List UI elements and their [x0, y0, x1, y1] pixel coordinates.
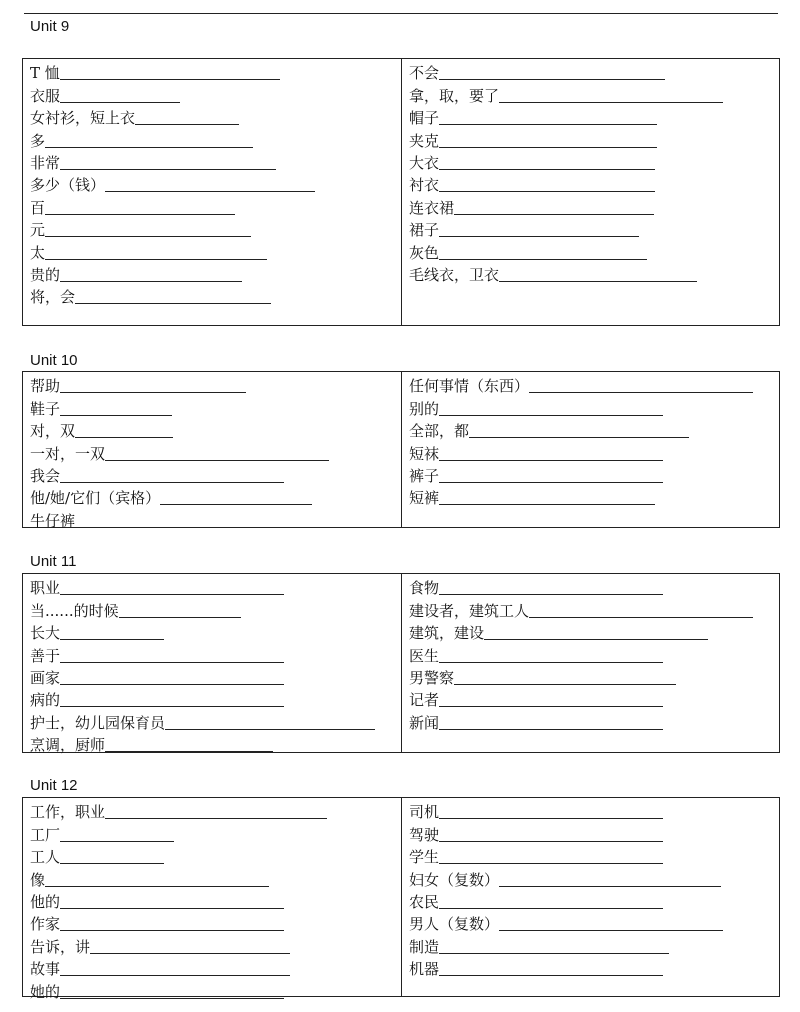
vocab-row	[30, 845, 401, 867]
vocab-label: 故事	[30, 960, 61, 979]
answer-blank[interactable]	[60, 415, 172, 416]
answer-blank[interactable]	[45, 236, 251, 237]
answer-blank[interactable]	[439, 818, 663, 819]
vocab-row	[409, 419, 779, 441]
vocab-row	[409, 83, 779, 105]
answer-blank[interactable]	[499, 930, 723, 931]
vocab-table	[22, 58, 780, 326]
answer-blank[interactable]	[45, 259, 267, 260]
column-left	[23, 574, 401, 755]
vocab-row	[409, 128, 779, 150]
vocab-label: 像	[30, 870, 46, 889]
vocab-label: 裙子	[409, 221, 440, 240]
vocab-label: 毛线衣，卫衣	[409, 265, 500, 284]
vocab-row	[409, 486, 779, 508]
answer-blank[interactable]	[439, 594, 663, 595]
vocab-table	[22, 371, 780, 528]
vocab-row	[30, 912, 401, 934]
answer-blank[interactable]	[60, 998, 284, 999]
vocab-row	[409, 800, 779, 822]
vocab-label: 制造	[409, 937, 440, 956]
answer-blank[interactable]	[439, 863, 663, 864]
vocab-row	[30, 464, 401, 486]
answer-blank[interactable]	[60, 841, 174, 842]
vocab-row	[30, 934, 401, 956]
answer-blank[interactable]	[499, 886, 721, 887]
unit-heading: Unit 12	[30, 777, 78, 794]
vocab-label: 烹调，厨师	[30, 736, 106, 755]
vocab-row	[30, 666, 401, 688]
answer-blank[interactable]	[439, 169, 655, 170]
vocab-label: 司机	[409, 803, 440, 822]
vocab-label: 牛仔裤	[30, 511, 76, 530]
answer-blank[interactable]	[439, 662, 663, 663]
vocab-label: 他的	[30, 892, 61, 911]
vocab-label: 工厂	[30, 825, 61, 844]
vocab-row	[409, 173, 779, 195]
vocab-row	[409, 621, 779, 643]
vocab-label: 百	[30, 198, 46, 217]
answer-blank[interactable]	[135, 124, 239, 125]
vocab-row	[30, 800, 401, 822]
vocab-row	[30, 621, 401, 643]
vocab-row	[30, 173, 401, 195]
vocab-label: 工人	[30, 848, 61, 867]
answer-blank[interactable]	[60, 79, 280, 80]
vocab-row	[409, 957, 779, 979]
vocab-row	[30, 733, 401, 755]
vocab-row	[409, 240, 779, 262]
answer-blank[interactable]	[439, 259, 647, 260]
vocab-label: 帽子	[409, 109, 440, 128]
vocab-label: 画家	[30, 668, 61, 687]
vocab-label: 病的	[30, 691, 61, 710]
vocab-label: 女衬衫，短上衣	[30, 109, 136, 128]
answer-blank[interactable]	[439, 236, 639, 237]
answer-blank[interactable]	[60, 392, 246, 393]
answer-blank[interactable]	[439, 975, 663, 976]
vocab-label: 短袜	[409, 444, 440, 463]
vocab-row	[30, 83, 401, 105]
vocab-label: 驾驶	[409, 825, 440, 844]
answer-blank[interactable]	[439, 415, 663, 416]
vocab-row	[409, 643, 779, 665]
vocab-row	[409, 464, 779, 486]
answer-blank[interactable]	[439, 460, 663, 461]
vocab-label: 任何事情（东西）	[409, 377, 530, 396]
vocab-row	[409, 710, 779, 732]
answer-blank[interactable]	[45, 214, 235, 215]
vocab-label: 不会	[409, 64, 440, 83]
vocab-row	[30, 598, 401, 620]
vocab-row	[30, 867, 401, 889]
vocab-label: 医生	[409, 646, 440, 665]
vocab-row	[409, 218, 779, 240]
vocab-label: 连衣裙	[409, 198, 455, 217]
vocab-row	[30, 374, 401, 396]
vocab-row	[30, 710, 401, 732]
vocab-label: 非常	[30, 153, 61, 172]
answer-blank[interactable]	[160, 504, 312, 505]
vocab-label: 善于	[30, 646, 61, 665]
column-left	[23, 59, 401, 325]
vocab-label: 当......的时候	[30, 601, 119, 620]
vocab-label: 一对，一双	[30, 444, 106, 463]
answer-blank[interactable]	[60, 863, 164, 864]
vocab-label: 他/她/它们（宾格）	[30, 489, 161, 508]
answer-blank[interactable]	[60, 281, 242, 282]
column-left	[23, 798, 401, 1001]
vocab-label: 作家	[30, 915, 61, 934]
vocab-label: 男警察	[409, 668, 455, 687]
vocab-row	[30, 419, 401, 441]
answer-blank[interactable]	[60, 594, 284, 595]
answer-blank[interactable]	[439, 908, 663, 909]
vocab-row	[409, 867, 779, 889]
vocab-row	[409, 151, 779, 173]
vocab-row	[409, 598, 779, 620]
vocab-row	[409, 666, 779, 688]
vocab-table	[22, 797, 780, 1001]
vocab-label: 元	[30, 221, 46, 240]
vocab-row	[409, 396, 779, 418]
answer-blank[interactable]	[75, 303, 271, 304]
answer-blank[interactable]	[439, 482, 663, 483]
vocab-label: 衬衣	[409, 176, 440, 195]
vocab-row	[409, 263, 779, 285]
vocab-row	[409, 195, 779, 217]
vocab-row	[30, 688, 401, 710]
vocab-row	[30, 508, 401, 530]
vocab-row	[30, 486, 401, 508]
answer-blank[interactable]	[75, 527, 289, 528]
vocab-row	[409, 106, 779, 128]
answer-blank[interactable]	[60, 908, 284, 909]
vocab-row	[30, 285, 401, 307]
answer-blank[interactable]	[454, 214, 654, 215]
vocab-label: 贵的	[30, 265, 61, 284]
answer-blank[interactable]	[439, 953, 669, 954]
unit-heading: Unit 11	[30, 553, 77, 570]
vocab-label: 帮助	[30, 377, 61, 396]
vocab-row	[30, 576, 401, 598]
answer-blank[interactable]	[105, 460, 329, 461]
vocab-label: 护士，幼儿园保育员	[30, 713, 166, 732]
column-right	[401, 798, 779, 996]
answer-blank[interactable]	[105, 751, 273, 752]
answer-blank[interactable]	[439, 504, 655, 505]
vocab-label: 食物	[409, 579, 440, 598]
answer-blank[interactable]	[499, 281, 697, 282]
vocab-label: 多	[30, 131, 46, 150]
answer-blank[interactable]	[439, 841, 663, 842]
vocab-row	[30, 218, 401, 240]
column-right	[401, 59, 779, 325]
vocab-label: 全部，都	[409, 422, 470, 441]
answer-blank[interactable]	[75, 437, 173, 438]
answer-blank[interactable]	[60, 975, 290, 976]
vocab-row	[30, 979, 401, 1001]
vocab-row	[409, 845, 779, 867]
column-left	[23, 372, 401, 530]
answer-blank[interactable]	[60, 169, 276, 170]
answer-blank[interactable]	[119, 617, 241, 618]
answer-blank[interactable]	[60, 482, 284, 483]
answer-blank[interactable]	[60, 662, 284, 663]
answer-blank[interactable]	[529, 617, 753, 618]
vocab-label: 拿，取，要了	[409, 86, 500, 105]
answer-blank[interactable]	[439, 729, 663, 730]
vocab-label: 对，双	[30, 422, 76, 441]
vocab-label: 建设者，建筑工人	[409, 601, 530, 620]
vocab-label: 她的	[30, 982, 61, 1001]
vocab-row	[409, 934, 779, 956]
vocab-label: 裤子	[409, 466, 440, 485]
answer-blank[interactable]	[60, 706, 284, 707]
answer-blank[interactable]	[454, 684, 676, 685]
vocab-label: 农民	[409, 892, 440, 911]
vocab-row	[30, 61, 401, 83]
vocab-label: 记者	[409, 691, 440, 710]
vocab-row	[409, 374, 779, 396]
vocab-row	[409, 822, 779, 844]
vocab-label: 短裤	[409, 489, 440, 508]
answer-blank[interactable]	[105, 818, 327, 819]
vocab-row	[409, 576, 779, 598]
vocab-row	[30, 128, 401, 150]
vocab-row	[30, 441, 401, 463]
vocab-label: 机器	[409, 960, 440, 979]
vocab-row	[30, 151, 401, 173]
answer-blank[interactable]	[529, 392, 753, 393]
vocab-label: 别的	[409, 399, 440, 418]
answer-blank[interactable]	[499, 102, 723, 103]
vocab-row	[30, 263, 401, 285]
unit-heading: Unit 10	[30, 352, 78, 369]
vocab-label: 新闻	[409, 713, 440, 732]
answer-blank[interactable]	[439, 191, 655, 192]
vocab-label: 职业	[30, 579, 61, 598]
vocab-label: 妇女（复数）	[409, 870, 500, 889]
vocab-label: 衣服	[30, 86, 61, 105]
vocab-label: 告诉，讲	[30, 937, 91, 956]
vocab-row	[409, 890, 779, 912]
answer-blank[interactable]	[439, 147, 657, 148]
answer-blank[interactable]	[60, 684, 284, 685]
vocab-label: 灰色	[409, 243, 440, 262]
answer-blank[interactable]	[45, 147, 253, 148]
vocab-label: 将，会	[30, 288, 76, 307]
answer-blank[interactable]	[439, 706, 663, 707]
unit-heading: Unit 9	[30, 18, 70, 35]
vocab-label: 工作，职业	[30, 803, 106, 822]
vocab-row	[30, 643, 401, 665]
vocab-row	[30, 240, 401, 262]
vocab-row	[409, 688, 779, 710]
answer-blank[interactable]	[90, 953, 290, 954]
vocab-label: 太	[30, 243, 46, 262]
vocab-label: 长大	[30, 624, 61, 643]
vocab-row	[30, 957, 401, 979]
answer-blank[interactable]	[439, 124, 657, 125]
vocab-label: 建筑，建设	[409, 624, 485, 643]
column-right	[401, 372, 779, 527]
vocab-label: 夹克	[409, 131, 440, 150]
answer-blank[interactable]	[60, 102, 180, 103]
vocab-label: 鞋子	[30, 399, 61, 418]
vocab-label: 男人（复数）	[409, 915, 500, 934]
vocab-label: 我会	[30, 466, 61, 485]
top-rule	[24, 13, 778, 14]
vocab-row	[409, 61, 779, 83]
answer-blank[interactable]	[105, 191, 315, 192]
vocab-label: 学生	[409, 848, 440, 867]
vocab-row	[409, 441, 779, 463]
answer-blank[interactable]	[165, 729, 375, 730]
answer-blank[interactable]	[484, 639, 708, 640]
vocab-label: 大衣	[409, 153, 440, 172]
answer-blank[interactable]	[439, 79, 665, 80]
vocab-label: T 恤	[30, 64, 60, 83]
vocab-row	[30, 822, 401, 844]
vocab-row	[30, 890, 401, 912]
vocab-row	[30, 195, 401, 217]
vocab-label: 多少（钱）	[30, 176, 106, 195]
answer-blank[interactable]	[469, 437, 689, 438]
vocab-row	[30, 106, 401, 128]
vocab-table	[22, 573, 780, 753]
column-right	[401, 574, 779, 752]
vocab-row	[30, 396, 401, 418]
answer-blank[interactable]	[60, 639, 164, 640]
answer-blank[interactable]	[45, 886, 269, 887]
vocab-row	[409, 912, 779, 934]
answer-blank[interactable]	[60, 930, 284, 931]
